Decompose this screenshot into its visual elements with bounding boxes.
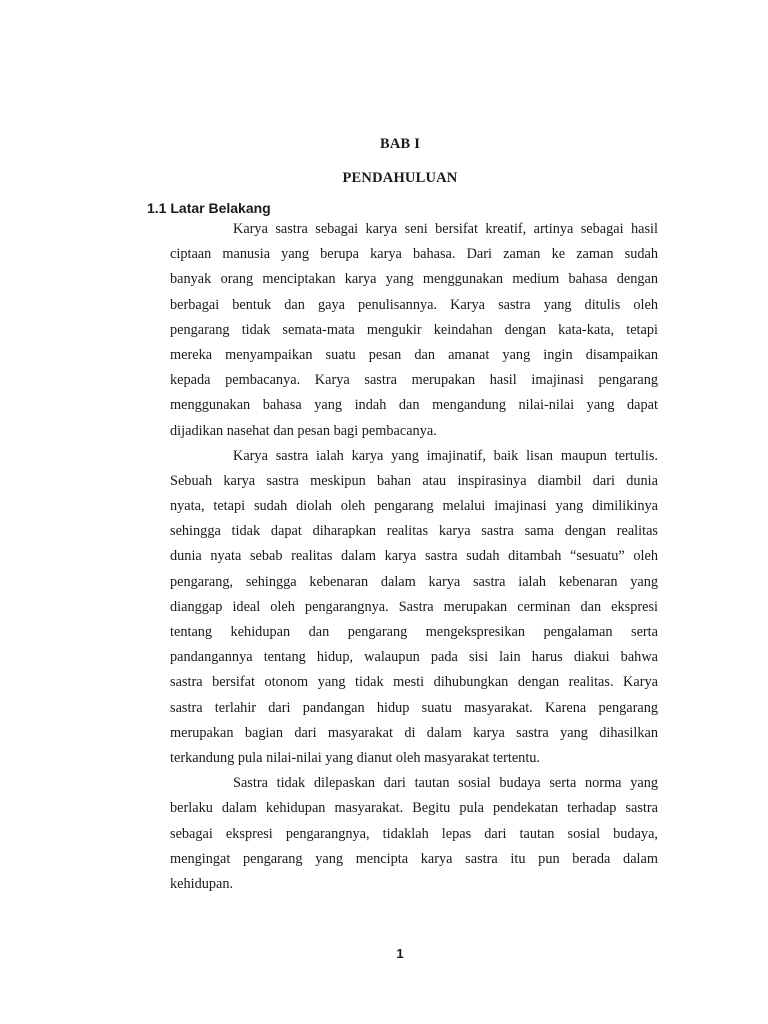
text-line: mereka menyampaikan suatu pesan dan amanat yang ingin disampaikan (170, 346, 658, 363)
paragraph (170, 217, 658, 444)
text-line: menggunakan bahasa yang indah dan mengandung nilai-nilai yang dapat (170, 397, 658, 414)
text-line: pandangannya tentang hidup, walaupun pada sisi lain harus diakui bahwa (170, 649, 658, 666)
text-line: berbagai bentuk dan gaya penulisannya. Karya sastra yang ditulis oleh (170, 296, 658, 313)
text-line: kehidupan. (170, 875, 234, 892)
chapter-number: BAB I (379, 136, 421, 152)
text-line: mengingat pengarang yang mencipta karya sastra itu pun berada dalam (170, 850, 658, 867)
text-line: nyata, tetapi sudah diolah oleh pengarang melalui imajinasi yang dimilikinya (170, 498, 658, 515)
text-line: Karya sastra sebagai karya seni bersifat kreatif, artinya sebagai hasil (233, 221, 658, 237)
section-heading: 1.1 Latar Belakang (147, 200, 271, 216)
text-line: merupakan bagian dari masyarakat di dalam karya sastra yang dihasilkan (170, 724, 658, 741)
body-text (170, 217, 658, 897)
text-line: sastra bersifat otonom yang tidak mesti dihubungkan dengan realitas. Karya (170, 674, 658, 691)
text-line: pengarang tidak semata-mata mengukir keindahan dengan kata-kata, tetapi (170, 321, 658, 338)
text-line: sastra terlahir dari pandangan hidup suatu masyarakat. Karena pengarang (170, 699, 658, 716)
text-line: kepada pembacanya. Karya sastra merupakan hasil imajinasi pengarang (170, 372, 658, 389)
text-line: sebagai ekspresi pengarangnya, tidaklah lepas dari tautan sosial budaya, (170, 825, 658, 842)
text-line: ciptaan manusia yang berupa karya bahasa. Dari zaman ke zaman sudah (170, 246, 658, 263)
text-line: dianggap ideal oleh pengarangnya. Sastra merupakan cerminan dan ekspresi (170, 598, 658, 615)
text-line: tentang kehidupan dan pengarang mengekspresikan pengalaman serta (170, 624, 658, 640)
text-line: berlaku dalam kehidupan masyarakat. Begitu pula pendekatan terhadap sastra (170, 800, 658, 817)
text-line: banyak orang menciptakan karya yang menggunakan medium bahasa dengan (170, 271, 658, 288)
page-number: 1 (396, 946, 404, 961)
text-line: sehingga tidak dapat diharapkan realitas karya sastra sama dengan realitas (170, 523, 658, 540)
text-line: Sastra tidak dilepaskan dari tautan sosial budaya serta norma yang (233, 775, 658, 792)
text-line: Karya sastra ialah karya yang imajinatif, baik lisan maupun tertulis. (233, 447, 658, 464)
text-line: pengarang, sehingga kebenaran dalam karya sastra ialah kebenaran yang (170, 573, 658, 590)
text-line: terkandung pula nilai-nilai yang dianut oleh masyarakat tertentu. (170, 749, 541, 766)
paragraph (170, 444, 658, 771)
text-line: dunia nyata sebab realitas dalam karya sastra sudah ditambah “sesuatu” oleh (170, 548, 658, 565)
paragraph (170, 771, 658, 897)
text-line: Sebuah karya sastra meskipun bahan atau inspirasinya diambil dari dunia (170, 472, 658, 489)
chapter-title: PENDAHULUAN (342, 170, 458, 186)
text-line: dijadikan nasehat dan pesan bagi pembacanya. (170, 422, 437, 439)
